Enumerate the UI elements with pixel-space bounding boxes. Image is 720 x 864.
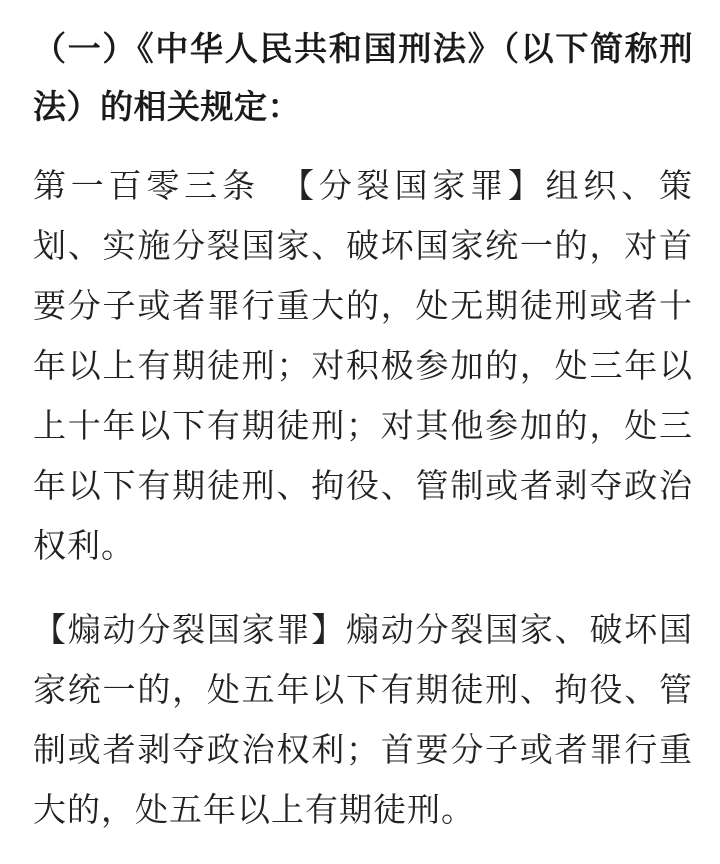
paragraph-article-103: 第一百零三条 【分裂国家罪】组织、策划、实施分裂国家、破坏国家统一的，对首要分子或者罪行重大的，处无期徒刑或者十年以上有期徒刑；对积极参加的，处三年以上十年以下有期徒刑；对其他参加的，处三年以下有期徒刑、拘役、管制或者剥夺政治权利。	[33, 166, 693, 565]
section-heading: （一）《中华人民共和国刑法》（以下简称刑法）的相关规定：	[33, 29, 693, 126]
article-body	[33, 20, 693, 864]
paragraph-incitement-clause: 【煽动分裂国家罪】煽动分裂国家、破坏国家统一的，处五年以下有期徒刑、拘役、管制或者剥夺政治权利；首要分子或者罪行重大的，处五年以上有期徒刑。	[33, 610, 693, 829]
